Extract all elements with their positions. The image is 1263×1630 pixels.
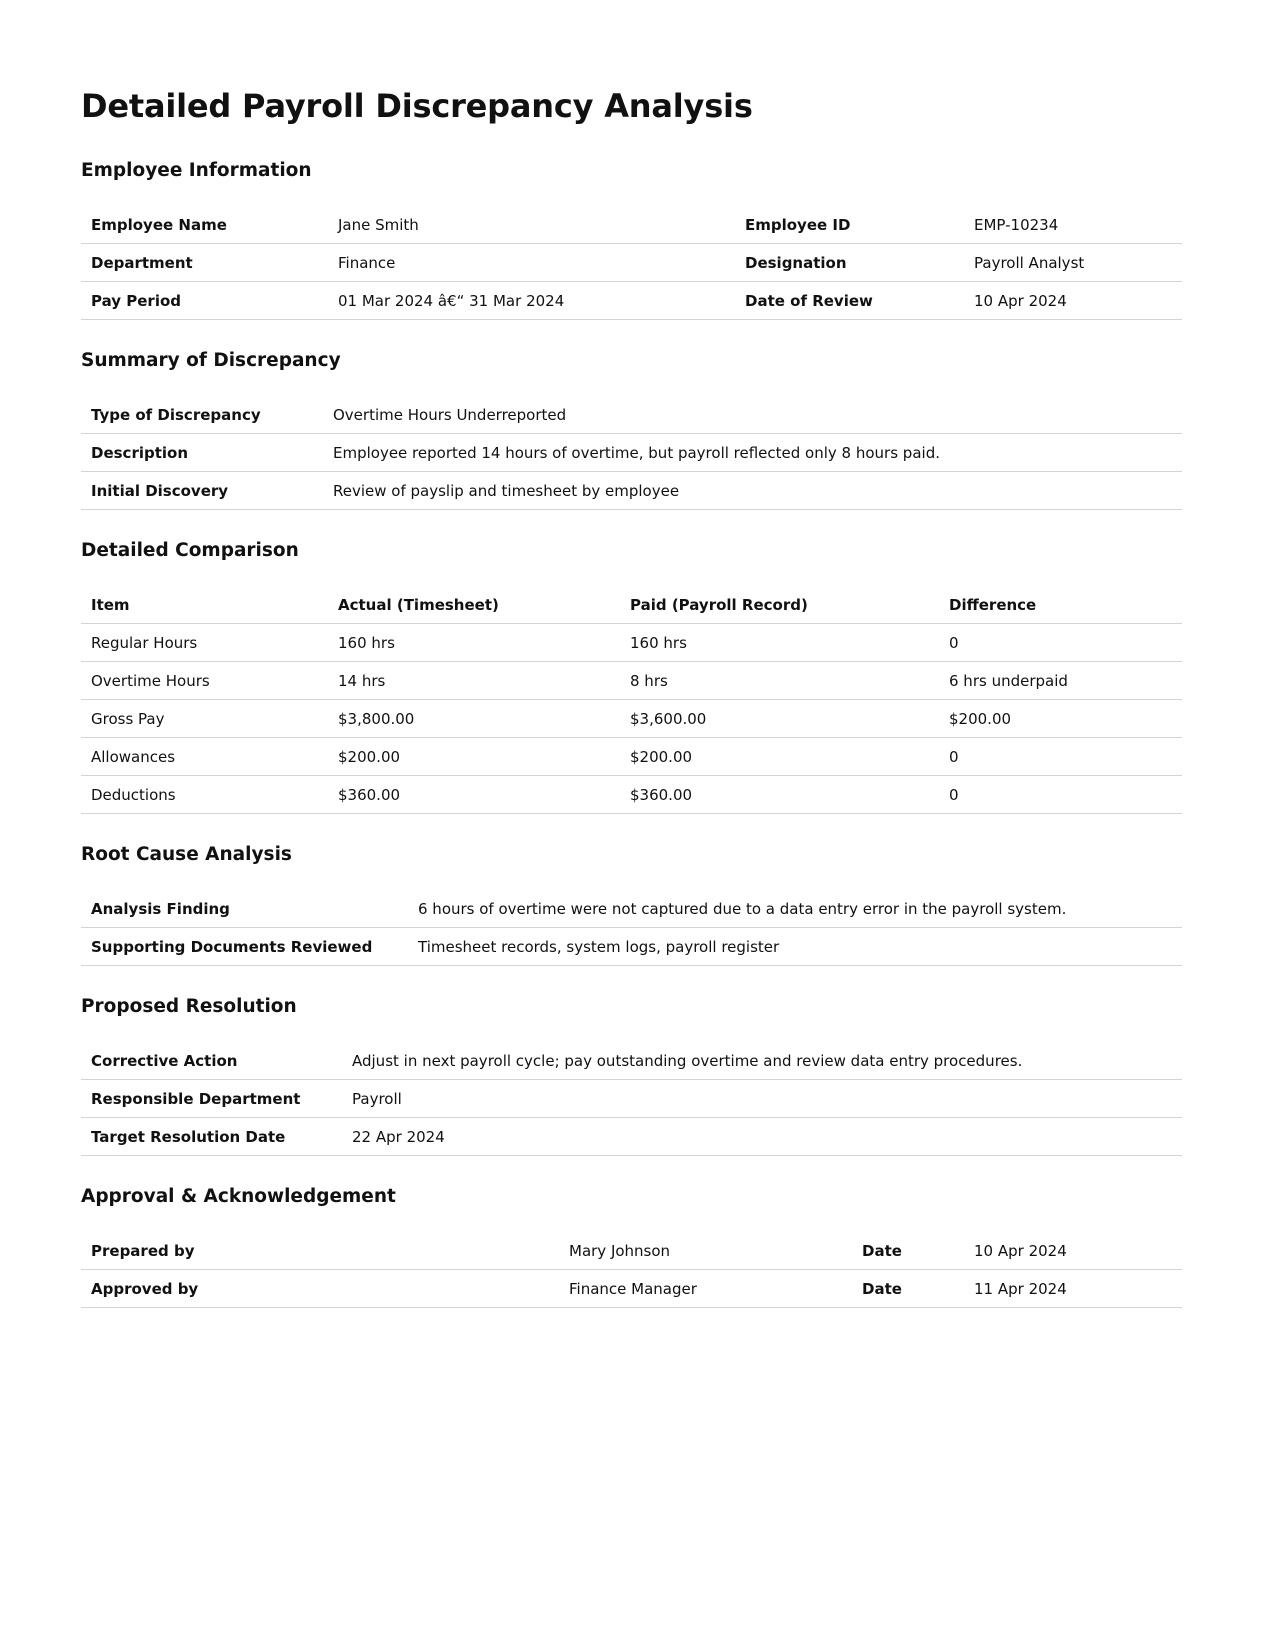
designation-label: Designation <box>735 244 964 282</box>
root-cause-heading: Root Cause Analysis <box>81 844 292 865</box>
date-of-review-label: Date of Review <box>735 282 964 320</box>
table-header-row <box>81 586 1182 624</box>
root-cause-table <box>81 890 1182 966</box>
discrepancy-type-value: Overtime Hours Underreported <box>323 396 1182 434</box>
supporting-documents-label: Supporting Documents Reviewed <box>81 928 408 966</box>
prepared-by-label: Prepared by <box>81 1232 559 1270</box>
table-row <box>81 624 1182 662</box>
table-row <box>81 1232 1182 1270</box>
column-header-actual: Actual (Timesheet) <box>328 586 620 624</box>
actual-cell: $3,800.00 <box>328 700 620 738</box>
table-row <box>81 1118 1182 1156</box>
analysis-finding-value: 6 hours of overtime were not captured due to a data entry error in the payroll system. <box>408 890 1182 928</box>
paid-cell: $3,600.00 <box>620 700 939 738</box>
summary-heading: Summary of Discrepancy <box>81 350 341 371</box>
table-row <box>81 700 1182 738</box>
resolution-table <box>81 1042 1182 1156</box>
table-row <box>81 776 1182 814</box>
comparison-heading: Detailed Comparison <box>81 540 299 561</box>
table-row <box>81 662 1182 700</box>
item-cell: Overtime Hours <box>81 662 328 700</box>
employee-id-value: EMP-10234 <box>964 206 1182 244</box>
difference-cell: 0 <box>939 776 1182 814</box>
table-row <box>81 1080 1182 1118</box>
item-cell: Deductions <box>81 776 328 814</box>
prepared-date-label: Date <box>852 1232 964 1270</box>
table-row <box>81 282 1182 320</box>
employee-info-table <box>81 206 1182 320</box>
employee-id-label: Employee ID <box>735 206 964 244</box>
page-title: Detailed Payroll Discrepancy Analysis <box>81 87 753 125</box>
item-cell: Regular Hours <box>81 624 328 662</box>
table-row <box>81 396 1182 434</box>
department-value: Finance <box>328 244 735 282</box>
table-row <box>81 472 1182 510</box>
resolution-heading: Proposed Resolution <box>81 996 297 1017</box>
description-value: Employee reported 14 hours of overtime, but payroll reflected only 8 hours paid. <box>323 434 1182 472</box>
date-of-review-value: 10 Apr 2024 <box>964 282 1182 320</box>
table-row <box>81 1042 1182 1080</box>
difference-cell: 6 hrs underpaid <box>939 662 1182 700</box>
employee-name-label: Employee Name <box>81 206 328 244</box>
table-row <box>81 890 1182 928</box>
target-date-value: 22 Apr 2024 <box>342 1118 1182 1156</box>
employee-name-value: Jane Smith <box>328 206 735 244</box>
table-row <box>81 738 1182 776</box>
paid-cell: 8 hrs <box>620 662 939 700</box>
approved-by-value: Finance Manager <box>559 1270 852 1308</box>
approval-table <box>81 1232 1182 1308</box>
actual-cell: 14 hrs <box>328 662 620 700</box>
table-row <box>81 244 1182 282</box>
initial-discovery-value: Review of payslip and timesheet by employee <box>323 472 1182 510</box>
responsible-department-value: Payroll <box>342 1080 1182 1118</box>
approved-by-label: Approved by <box>81 1270 559 1308</box>
paid-cell: 160 hrs <box>620 624 939 662</box>
supporting-documents-value: Timesheet records, system logs, payroll register <box>408 928 1182 966</box>
approved-date-value: 11 Apr 2024 <box>964 1270 1182 1308</box>
approval-heading: Approval & Acknowledgement <box>81 1186 396 1207</box>
table-row <box>81 434 1182 472</box>
table-row <box>81 928 1182 966</box>
paid-cell: $200.00 <box>620 738 939 776</box>
summary-table <box>81 396 1182 510</box>
comparison-table <box>81 586 1182 814</box>
designation-value: Payroll Analyst <box>964 244 1182 282</box>
prepared-date-value: 10 Apr 2024 <box>964 1232 1182 1270</box>
pay-period-value: 01 Mar 2024 â€“ 31 Mar 2024 <box>328 282 735 320</box>
item-cell: Gross Pay <box>81 700 328 738</box>
corrective-action-value: Adjust in next payroll cycle; pay outstanding overtime and review data entry procedures. <box>342 1042 1182 1080</box>
responsible-department-label: Responsible Department <box>81 1080 342 1118</box>
table-row <box>81 1270 1182 1308</box>
column-header-paid: Paid (Payroll Record) <box>620 586 939 624</box>
actual-cell: $200.00 <box>328 738 620 776</box>
employee-info-heading: Employee Information <box>81 160 312 181</box>
difference-cell: 0 <box>939 738 1182 776</box>
initial-discovery-label: Initial Discovery <box>81 472 323 510</box>
analysis-finding-label: Analysis Finding <box>81 890 408 928</box>
actual-cell: $360.00 <box>328 776 620 814</box>
paid-cell: $360.00 <box>620 776 939 814</box>
pay-period-label: Pay Period <box>81 282 328 320</box>
table-row <box>81 206 1182 244</box>
item-cell: Allowances <box>81 738 328 776</box>
difference-cell: $200.00 <box>939 700 1182 738</box>
corrective-action-label: Corrective Action <box>81 1042 342 1080</box>
column-header-item: Item <box>81 586 328 624</box>
column-header-difference: Difference <box>939 586 1182 624</box>
department-label: Department <box>81 244 328 282</box>
approved-date-label: Date <box>852 1270 964 1308</box>
actual-cell: 160 hrs <box>328 624 620 662</box>
discrepancy-type-label: Type of Discrepancy <box>81 396 323 434</box>
prepared-by-value: Mary Johnson <box>559 1232 852 1270</box>
difference-cell: 0 <box>939 624 1182 662</box>
description-label: Description <box>81 434 323 472</box>
target-date-label: Target Resolution Date <box>81 1118 342 1156</box>
